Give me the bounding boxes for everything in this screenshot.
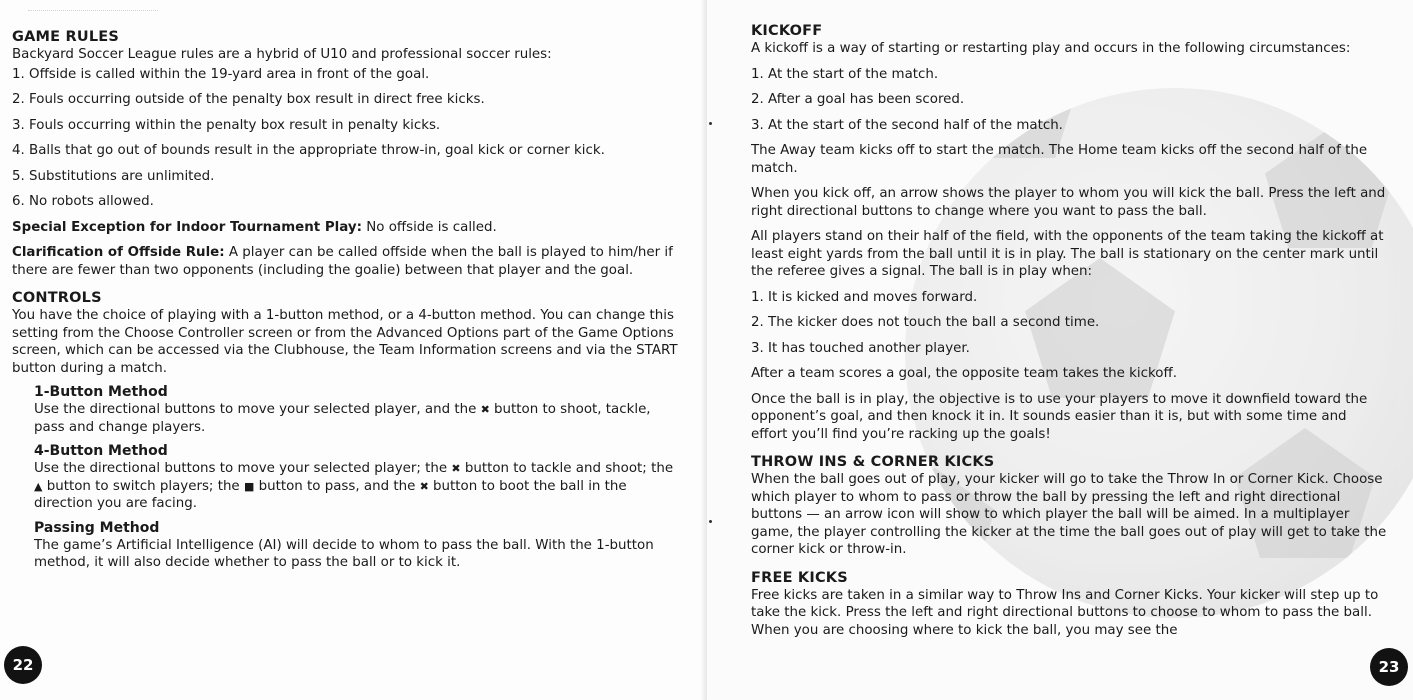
in-play-conditions (751, 289, 1387, 358)
four-button-text-c: button to switch players; the (42, 478, 244, 494)
kickoff-objective-paragraph: Once the ball is in play, the objective is to use your players to move it downfield toward the opponent’s goal, and then knock it in. It sounds easier than it is, but with some time and effort you’ll find you’re racking up the goals! (751, 391, 1368, 442)
left-page (0, 0, 706, 700)
game-rules-intro: Backyard Soccer League rules are a hybrid of U10 and professional soccer rules: (12, 47, 552, 62)
page-number-badge: 22 (4, 646, 42, 684)
one-button-section (34, 383, 680, 572)
right-page-text-layer (707, 0, 1413, 700)
one-button-heading: 1-Button Method (34, 384, 168, 400)
in-play-item: 3. It has touched another player. (751, 340, 970, 356)
four-button-text-a: Use the directional buttons to move your selected player; the (34, 461, 452, 476)
throw-ins-heading: THROW INS & CORNER KICKS (751, 454, 995, 470)
one-button-text-b: button to shoot, tackle, pass and change players. (34, 402, 651, 435)
rule-item: 5. Substitutions are unlimited. (12, 168, 215, 184)
passing-method-heading: Passing Method (34, 519, 160, 536)
rule-item: 1. Offside is called within the 19-yard area in front of the goal. (12, 66, 430, 82)
cross-button-icon: ✖ (419, 479, 429, 493)
page-number-badge: 23 (1370, 648, 1408, 686)
passing-method-text: The game’s Artificial Intelligence (AI) will decide to whom to pass the ball. With the 1-button method, it will also decide whether to pass the ball or to kick it. (34, 537, 654, 570)
free-kicks-heading: FREE KICKS (751, 569, 848, 586)
controls-intro: You have the choice of playing with a 1-button method, or a 4-button method. You can change this setting from the Choose Controller screen or from the Advanced Options part of the Game Options screen, which can be accessed via the Clubhouse, the Team Information screens and via the START button during a match. (12, 308, 678, 376)
left-page-content (12, 28, 680, 574)
kickoff-heading: KICKOFF (751, 23, 823, 39)
kickoff-after-paragraph: After a team scores a goal, the opposite team takes the kickoff. (751, 366, 1177, 381)
right-page-content (751, 22, 1387, 641)
kickoff-occasion-item: 3. At the start of the second half of the match. (751, 117, 1063, 133)
kickoff-occasion-item: 1. At the start of the match. (751, 66, 939, 82)
kickoff-intro: A kickoff is a way of starting or restarting play and occurs in the following circumstances: (751, 41, 1351, 56)
kickoff-occasion-item: 2. After a goal has been scored. (751, 92, 965, 107)
offside-clarification (12, 244, 680, 279)
indoor-exception-lead: Special Exception for Indoor Tournament Play: (12, 219, 362, 235)
offside-clarification-text: A player can be called offside when the ball is played to him/her if there are fewer than two opponents (including the goalie) between that player and the goal. (12, 245, 673, 278)
in-play-item: 2. The kicker does not touch the ball a second time. (751, 315, 1100, 330)
four-button-heading: 4-Button Method (34, 443, 168, 459)
cross-button-icon: ✖ (451, 462, 461, 475)
cross-button-icon: ✖ (480, 403, 490, 416)
rule-item: 6. No robots allowed. (12, 194, 154, 209)
throw-ins-text: When the ball goes out of play, your kicker will go to take the Throw In or Corner Kick. Choose which player to whom to pass or throw the ball by pressing the left and right directional buttons — an arrow icon will show to which player the ball will be aimed. In a multiplayer game, the player controlling the kicker at the time the ball goes out of play will get to take the corner kick or throw-in. (751, 472, 1387, 557)
one-button-text-a: Use the directional buttons to move your selected player, and the (34, 402, 481, 417)
four-button-text-b: button to tackle and shoot; the (460, 461, 674, 476)
four-button-text-e: button to boot the ball in the direction you are facing. (34, 478, 627, 511)
kickoff-occasions (751, 66, 1387, 135)
kickoff-arrow-paragraph: When you kick off, an arrow shows the player to whom you will kick the ball. Press the left and right directional buttons to change where you want to pass the ball. (751, 186, 1386, 219)
free-kicks-text: Free kicks are taken in a similar way to Throw Ins and Corner Kicks. Your kicker will step up to take the kick. Press the left and right directional buttons to choose to whom to pass the ball. When you are choosing where to kick the ball, you may see the (751, 587, 1379, 638)
rule-item: 2. Fouls occurring outside of the penalty box result in direct free kicks. (12, 92, 485, 107)
one-button-text (34, 401, 680, 436)
game-rules-heading: GAME RULES (12, 29, 120, 45)
offside-clarification-lead: Clarification of Offside Rule: (12, 245, 225, 260)
four-button-text (34, 460, 680, 513)
indoor-exception-text: No offside is called. (361, 219, 497, 235)
rules-list (12, 66, 680, 211)
rule-item: 3. Fouls occurring within the penalty box result in penalty kicks. (12, 117, 441, 133)
kickoff-stand-paragraph: All players stand on their half of the field, with the opponents of the team taking the kickoff at least eight yards from the ball until it is in play. The ball is stationary on the center mark until the referee gives a signal. The ball is in play when: (751, 229, 1384, 279)
kickoff-away-paragraph: The Away team kicks off to start the match. The Home team kicks off the second half of the match. (751, 143, 1368, 176)
indoor-exception (12, 219, 680, 237)
four-button-text-d: button to pass, and the (254, 478, 420, 494)
controls-heading: CONTROLS (12, 290, 102, 306)
in-play-item: 1. It is kicked and moves forward. (751, 289, 978, 305)
triangle-button-icon: ▲ (34, 479, 43, 493)
square-button-icon: ■ (243, 479, 255, 493)
margin-smudge (28, 10, 158, 27)
rule-item: 4. Balls that go out of bounds result in the appropriate throw-in, goal kick or corner kick. (12, 143, 605, 158)
